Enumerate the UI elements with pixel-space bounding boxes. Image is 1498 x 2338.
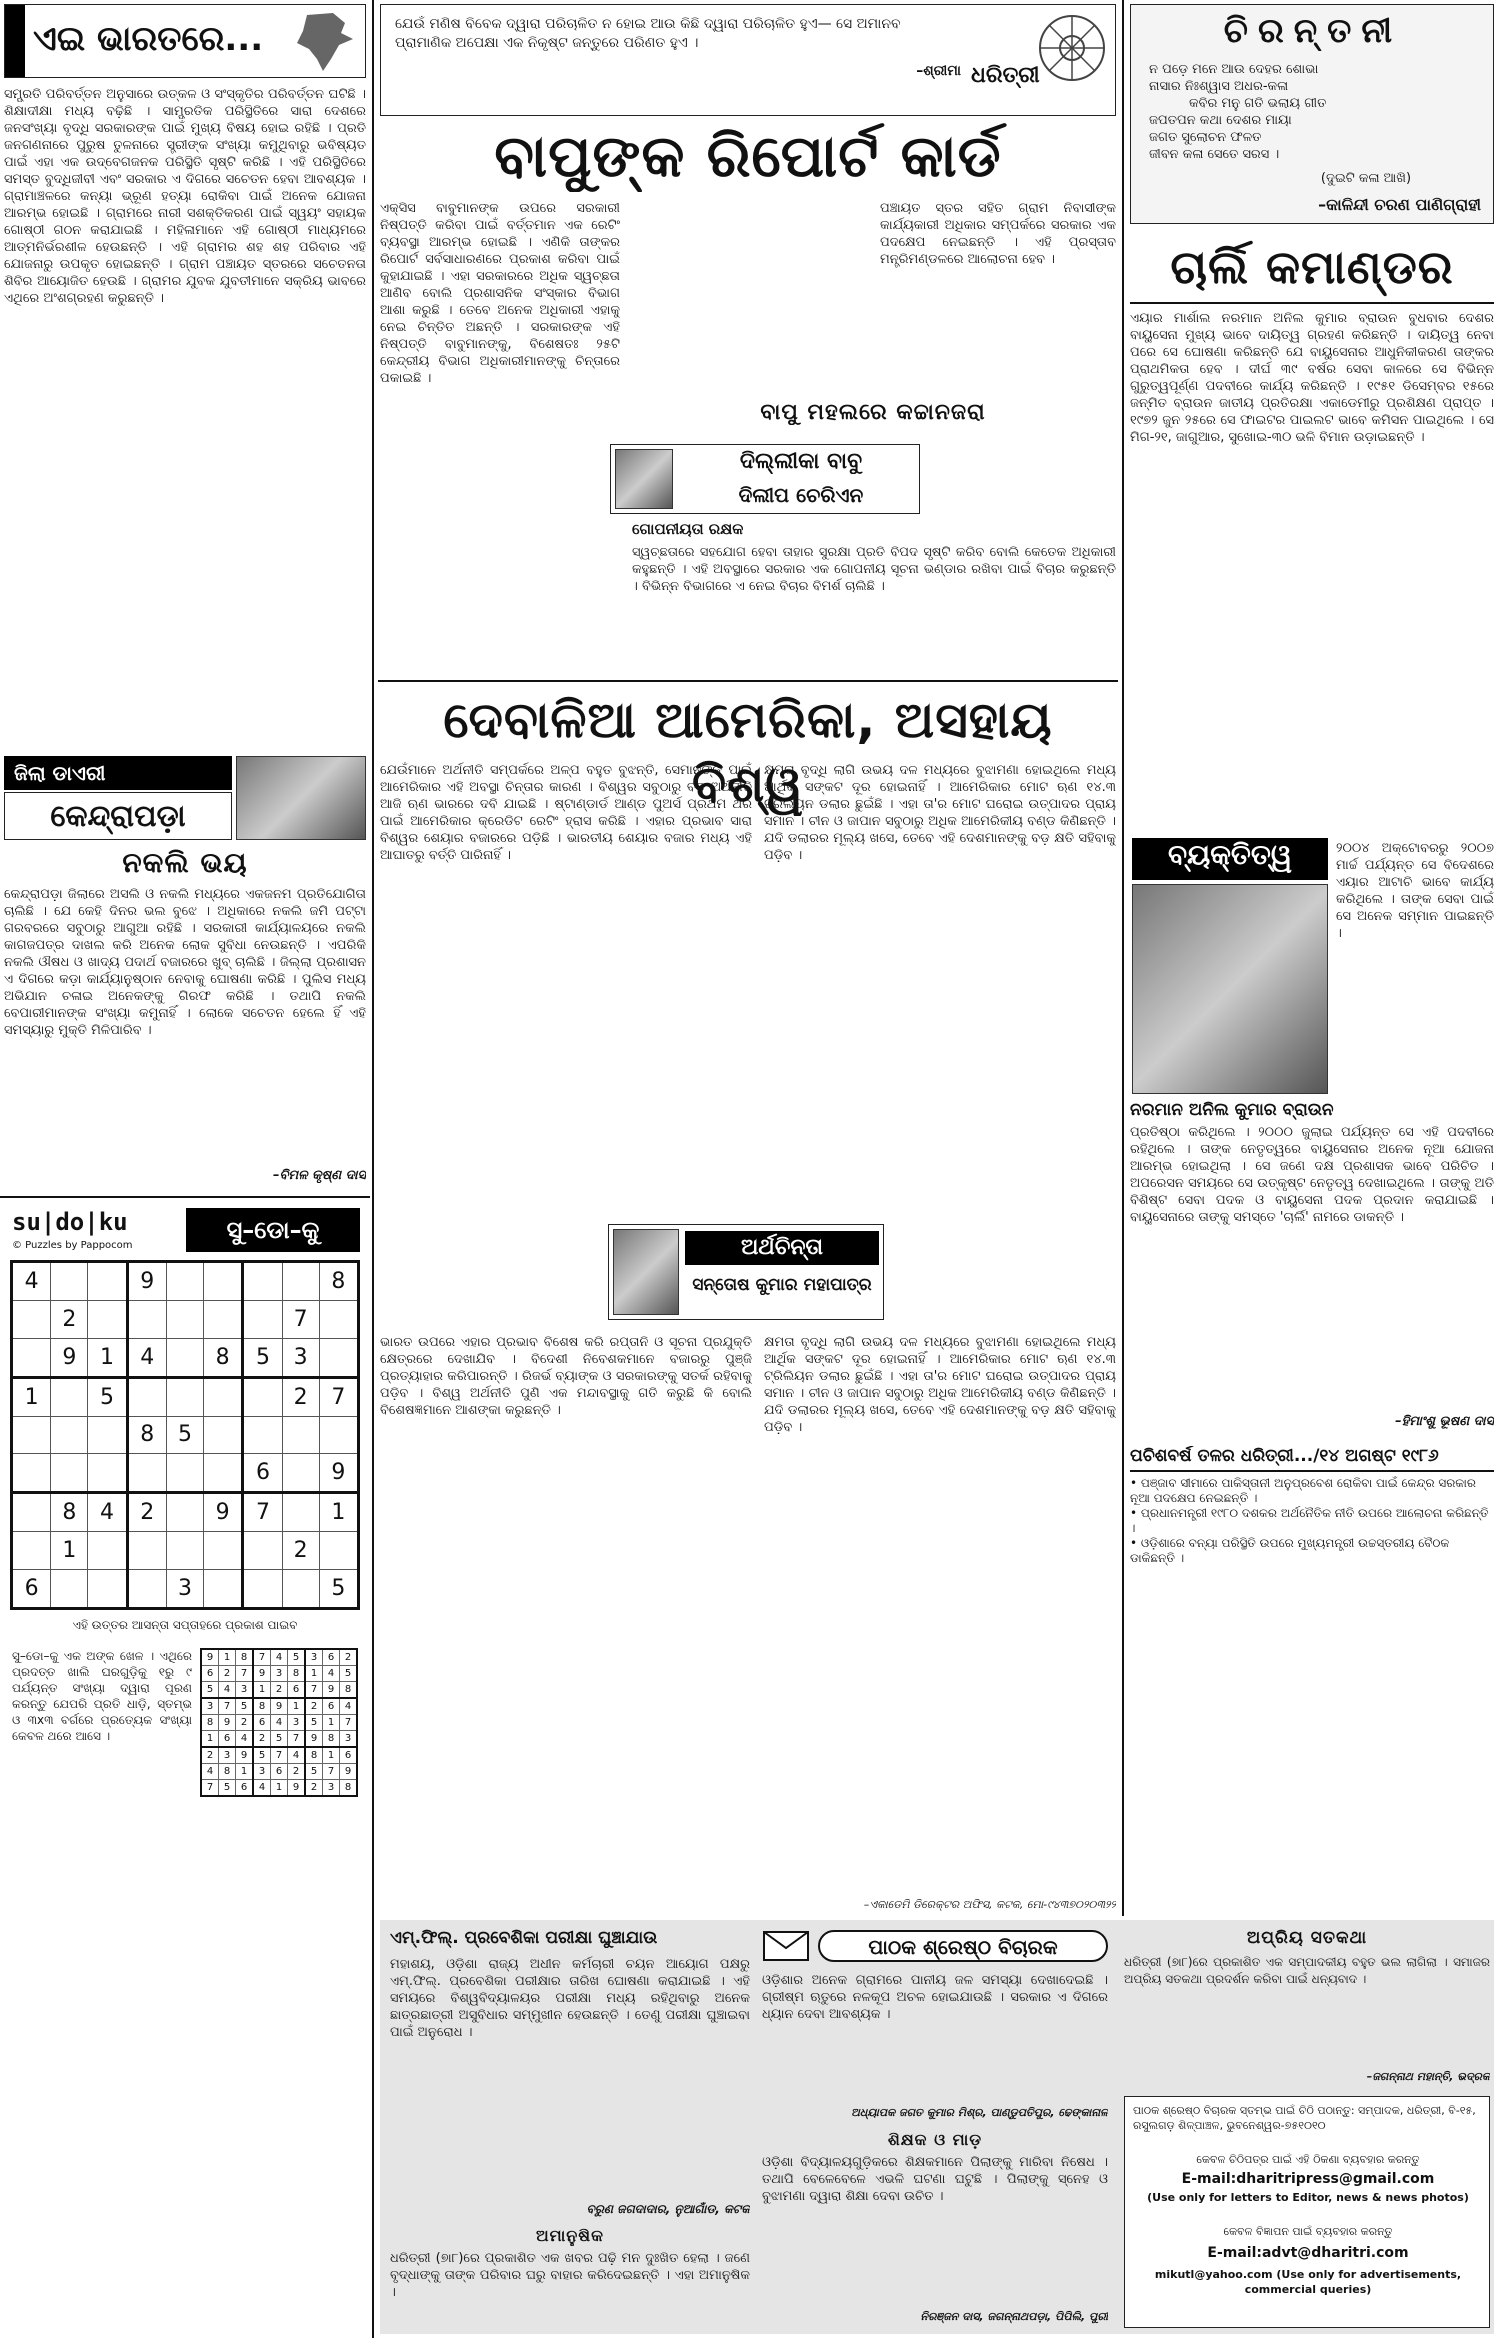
sudoku-title: ସୁ–ଡୋ–କୁ [186, 1208, 360, 1252]
chirantani-title: ଚିରନ୍ତନୀ [1223, 11, 1403, 51]
solution-cell: 2 [305, 1780, 323, 1797]
sudoku-cell[interactable] [127, 1301, 166, 1339]
solution-cell: 7 [323, 1764, 340, 1780]
solution-cell: 8 [288, 1666, 306, 1682]
sudoku-cell[interactable] [243, 1532, 282, 1570]
bapu-col1: ଏକ୍ସିସ ବାବୁମାନଙ୍କ ଉପରେ ସରକାରୀ ନିଷ୍ପତ୍ତି କରିବା ପାଇଁ ବର୍ତ୍ତମାନ ଏକ ରେଟିଂ ବ୍ୟବସ୍ଥା ଆରମ୍ଭ ହୋଇଛି । ଏଣିକି ତାଙ୍କର ରିପୋର୍ଟ ସର୍ବସାଧାରଣରେ ପ୍ରକାଶ କରିବା ପାଇଁ କୁହାଯାଇଛି । ଏହା ସରକାରରେ ଅଧିକ ସ୍ୱଚ୍ଛତା ଆଣିବ ବୋଲି ପ୍ରଶାସନିକ ସଂସ୍କାର ବିଭାଗ ଆଶା କରୁଛି । ତେବେ ଅନେକ ଅଧିକାରୀ ଏହାକୁ ନେଇ ଚିନ୍ତିତ ଅଛନ୍ତି । ସରକାରଙ୍କ ଏହି ନିଷ୍ପତ୍ତି ବାବୁମାନଙ୍କୁ, ବିଶେଷତଃ ୨୫ଟି କେନ୍ଦ୍ରୀୟ ବିଭାଗ ଅଧିକାରୀମାନଙ୍କୁ ଚିନ୍ତାରେ ପକାଇଛି । [380, 201, 620, 386]
solution-cell: 7 [340, 1715, 358, 1731]
charlie-body: ଏୟାର ମାର୍ଶାଲ ନରମାନ ଅନିଲ କୁମାର ବ୍ରାଉନ ବୁଧବାର ଦେଶର ବାୟୁସେନା ମୁଖ୍ୟ ଭାବେ ଦାୟିତ୍ୱ ଗ୍ରହଣ କରିଛନ୍ତି । ଦାୟିତ୍ୱ ନେବା ପରେ ସେ ଘୋଷଣା କରିଛନ୍ତି ଯେ ବାୟୁସେନାର ଆଧୁନିକୀକରଣ ତାଙ୍କର ପ୍ରାଥମିକତା ହେବ । ଦୀର୍ଘ ୩୯ ବର୍ଷର ସେବା କାଳରେ ସେ ବିଭିନ୍ନ ଗୁରୁତ୍ୱପୂର୍ଣ୍ଣ ପଦବୀରେ କାର୍ଯ୍ୟ କରିଛନ୍ତି । ୧୯୫୧ ଡିସେମ୍ବର ୧୫ରେ ଜନ୍ମିତ ବ୍ରାଉନ ଜାତୀୟ ପ୍ରତିରକ୍ଷା ଏକାଡେମୀରୁ ପ୍ରଶିକ୍ଷଣ ପ୍ରାପ୍ତ । ୧୯୭୨ ଜୁନ ୨୫ରେ ସେ ଫାଇଟର ପାଇଲଟ ଭାବେ କମିସନ ପାଇଥିଲେ । ସେ ମିଗ-୨୧, ଜାଗୁଆର, ସୁଖୋଇ-୩୦ ଭଳି ବିମାନ ଉଡ଼ାଇଛନ୍ତି । [1130, 311, 1494, 445]
sudoku-cell[interactable] [204, 1262, 243, 1301]
ei-bharatare-title [4, 4, 366, 78]
sudoku-cell[interactable]: 8 [319, 1262, 358, 1301]
panchisa-box [1130, 1446, 1494, 1566]
debalia-headline: ଦେବାଳିଆ ଆମେରିକା, ଅସହାୟ ବିଶ୍ୱ [443, 691, 1053, 813]
solution-cell: 5 [219, 1780, 236, 1797]
chirantani-box [1130, 4, 1494, 224]
arthachinta-author: ସନ୍ତୋଷ କୁମାର ମହାପାତ୍ର [692, 1275, 872, 1295]
sudoku-cell[interactable] [51, 1569, 88, 1608]
amanushika-body: ଧରିତ୍ରୀ (୭ା୮)ରେ ପ୍ରକାଶିତ ଏକ ଖବର ପଢ଼ି ମନ ଦୁଃଖିତ ହେଲା । ଜଣେ ବୃଦ୍ଧାଙ୍କୁ ତାଙ୍କ ପରିବାର ଘରୁ ବାହାର କରିଦେଇଛନ୍ତି । ଏହା ଅମାନୁଷିକ । [390, 2251, 750, 2300]
email2[interactable]: E-mail:advt@dharitri.com [1207, 2245, 1409, 2261]
sudoku-cell[interactable] [166, 1301, 203, 1339]
zilla-diary-label: ଜିଲା ଡାଏରୀ [4, 756, 232, 790]
solution-cell: 4 [271, 1715, 288, 1731]
sudoku-cell[interactable] [12, 1532, 51, 1570]
solution-cell: 2 [305, 1698, 323, 1715]
paper-logo: ଧରିତ୍ରୀ [971, 63, 1040, 88]
charlie-headline: ଚାର୍ଲି କମାଣ୍ଡର [1130, 232, 1494, 304]
email2-intro: କେବଳ ବିଜ୍ଞାପନ ପାଇଁ ବ୍ୟବହାର କରନ୍ତୁ [1223, 2225, 1393, 2238]
letters-section [380, 1920, 1494, 2334]
solution-cell: 1 [271, 1780, 288, 1797]
sudoku-credit: © Puzzles by Pappocom [12, 1240, 133, 1251]
solution-cell: 1 [219, 1649, 236, 1666]
sudoku-cell[interactable]: 4 [12, 1262, 51, 1301]
sudoku-answer-note: ଏହି ଉତ୍ତର ଆସନ୍ତା ସପ୍ତାହରେ ପ୍ରକାଶ ପାଇବ [72, 1618, 298, 1632]
poem-line: ନ ପଡ଼େ ମନେ ଆଉ ଦେହର ଶୋଭା [1149, 62, 1319, 77]
sudoku-cell[interactable]: 8 [204, 1338, 243, 1377]
charlie-photo-caption: ନରମାନ ଅନିଲ କୁମାର ବ୍ରାଉନ [1130, 1100, 1334, 1120]
debalia-col2: କ୍ଷମତା ବୃଦ୍ଧି ଲାଗି ଉଭୟ ଦଳ ମଧ୍ୟରେ ବୁଝାମଣା ହୋଇଥିଲେ ମଧ୍ୟ ଆର୍ଥିକ ସଙ୍କଟ ଦୂର ହୋଇନାହିଁ । ଆମେରିକାର ମୋଟ ଋଣ ୧୪.୩ ଟ୍ରିଲିୟନ ଡଲାର ଛୁଇଁଛି । ଏହା ତା'ର ମୋଟ ଘରୋଇ ଉତ୍ପାଦର ପ୍ରାୟ ସମାନ । ଚୀନ ଓ ଜାପାନ ସବୁଠାରୁ ଅଧିକ ଆମେରିକୀୟ ବଣ୍ଡ କିଣିଛନ୍ତି । ଯଦି ଡଲାରର ମୂଲ୍ୟ ଖସେ, ତେବେ ଏହି ଦେଶମାନଙ୍କୁ ବଡ଼ କ୍ଷତି ସହିବାକୁ ପଡ଼ିବ । [764, 763, 1116, 863]
debalia-col2-lower: କ୍ଷମତା ବୃଦ୍ଧି ଲାଗି ଉଭୟ ଦଳ ମଧ୍ୟରେ ବୁଝାମଣା ହୋଇଥିଲେ ମଧ୍ୟ ଆର୍ଥିକ ସଙ୍କଟ ଦୂର ହୋଇନାହିଁ । ଆମେରିକାର ମୋଟ ଋଣ ୧୪.୩ ଟ୍ରିଲିୟନ ଡଲାର ଛୁଇଁଛି । ଏହା ତା'ର ମୋଟ ଘରୋଇ ଉତ୍ପାଦର ପ୍ରାୟ ସମାନ । ଚୀନ ଓ ଜାପାନ ସବୁଠାରୁ ଅଧିକ ଆମେରିକୀୟ ବଣ୍ଡ କିଣିଛନ୍ତି । ଯଦି ଡଲାରର ମୂଲ୍ୟ ଖସେ, ତେବେ ଏହି ଦେଶମାନଙ୍କୁ ବଡ଼ କ୍ଷତି ସହିବାକୁ ପଡ଼ିବ । [764, 1335, 1116, 1435]
solution-cell: 4 [253, 1780, 271, 1797]
solution-cell: 6 [253, 1715, 271, 1731]
sudoku-cell[interactable]: 2 [282, 1377, 319, 1416]
pathaka-body: ଓଡ଼ିଶାର ଅନେକ ଗ୍ରାମରେ ପାନୀୟ ଜଳ ସମସ୍ୟା ଦେଖାଦେଇଛି । ଗ୍ରୀଷ୍ମ ଋତୁରେ ନଳକୂପ ଅଚଳ ହୋଇଯାଉଛି । ସରକାର ଏ ଦିଗରେ ଧ୍ୟାନ ଦେବା ଆବଶ୍ୟକ । [762, 1973, 1108, 2022]
sudoku-cell[interactable] [243, 1416, 282, 1454]
solution-cell: 5 [201, 1682, 219, 1699]
solution-cell: 9 [305, 1731, 323, 1748]
sudoku-cell[interactable]: 9 [319, 1454, 358, 1493]
solution-cell: 3 [288, 1715, 306, 1731]
solution-cell: 9 [340, 1764, 358, 1780]
solution-cell: 1 [201, 1731, 219, 1748]
temple-photo [236, 756, 366, 840]
sudoku-section [4, 1202, 366, 2334]
solution-cell: 6 [201, 1666, 219, 1682]
chirantani-source: (ଦୁଇଟି କଳା ଆଖି) [1320, 171, 1412, 186]
mphil-author: ବରୁଣ ଜଗଦାଦାର, ନୁଆଗାଁଡ, କଟକ [586, 2202, 750, 2216]
sudoku-cell[interactable] [88, 1262, 127, 1301]
sudoku-cell[interactable] [12, 1493, 51, 1532]
address-note: ପାଠକ ଶ୍ରେଷ୍ଠ ବିଚାରକ ସ୍ତମ୍ଭ ପାଇଁ ଚିଠି ପଠାନ୍ତୁ: ସମ୍ପାଦକ, ଧରିତ୍ରୀ, ବି-୧୫, ରସୁଲଗଡ଼ ଶିଳ୍ପାଞ୍ଚଳ, ଭୁବନେଶ୍ୱର-୭୫୧୦୧୦ [1133, 2104, 1476, 2132]
bapu-sub-head: ବାପୁ ମହଲରେ କଚ୍ଚାନଜରା [760, 400, 986, 425]
sudoku-cell[interactable]: 5 [319, 1569, 358, 1608]
solution-cell: 5 [236, 1698, 254, 1715]
panchisa-item: • ପ୍ରଧାନମନ୍ତ୍ରୀ ୧୯୮୦ ଦଶକର ଅର୍ଥନୈତିକ ନୀତି ଉପରେ ଆଲୋଚନା କରିଛନ୍ତି । [1130, 1506, 1489, 1535]
sudoku-cell[interactable] [319, 1338, 358, 1377]
solution-cell: 8 [340, 1682, 358, 1699]
solution-cell: 9 [201, 1649, 219, 1666]
sudoku-cell[interactable] [88, 1532, 127, 1570]
solution-cell: 5 [271, 1731, 288, 1748]
sudoku-cell[interactable] [204, 1532, 243, 1570]
bapu-author-box [610, 444, 920, 514]
sudoku-cell[interactable] [204, 1416, 243, 1454]
sudoku-cell[interactable]: 1 [12, 1377, 51, 1416]
email3[interactable]: mikutl@yahoo.com (Use only for advertisements, commercial queries) [1154, 2268, 1462, 2296]
sudoku-cell[interactable]: 5 [166, 1416, 203, 1454]
apriya-author: –ଜଗନ୍ନାଥ ମହାନ୍ତି, ଭଦ୍ରକ [1366, 2070, 1490, 2083]
panchisa-items [1130, 1476, 1494, 1566]
solution-cell: 8 [323, 1731, 340, 1748]
india-map-icon [287, 9, 359, 75]
sudoku-brand: su|do|ku [12, 1208, 128, 1236]
sudoku-cell[interactable] [88, 1569, 127, 1608]
panchisa-title: ପଚିଶବର୍ଷ ତଳର ଧରିତ୍ରୀ.../୧୪ ଅଗଷ୍ଟ ୧୯୮୬ [1130, 1446, 1494, 1472]
debalia-col1: ଯେଉଁମାନେ ଅର୍ଥନୀତି ସମ୍ପର୍କରେ ଅଳ୍ପ ବହୁତ ବୁଝନ୍ତି, ସେମାନଙ୍କ ପାଇଁ ଆମେରିକାର ଏହି ଅବସ୍ଥା ଚିନ୍ତାର କାରଣ । ବିଶ୍ୱର ସବୁଠାରୁ ବଡ଼ ଅର୍ଥନୀତି ଆଜି ଋଣ ଭାରରେ ଦବି ଯାଇଛି । ଷ୍ଟାଣ୍ଡାର୍ଡ ଆଣ୍ଡ ପୁଅର୍ସ ପ୍ରଥମ ଥର ପାଇଁ ଆମେରିକାର କ୍ରେଡିଟ ରେଟିଂ ହ୍ରାସ କରିଛି । ଏହାର ପ୍ରଭାବ ସାରା ବିଶ୍ୱର ଶେୟାର ବଜାରରେ ପଡ଼ିଛି । ଭାରତୀୟ ଶେୟାର ବଜାର ମଧ୍ୟ ଏହି ଆଘାତରୁ ବର୍ତ୍ତି ପାରିନାହିଁ । [380, 763, 752, 863]
solution-cell: 1 [288, 1698, 306, 1715]
solution-cell: 3 [323, 1780, 340, 1797]
zilla-headline: ନକଲି ଭୟ [122, 846, 248, 879]
solution-cell: 5 [340, 1666, 358, 1682]
zilla-district: କେନ୍ଦ୍ରାପଡ଼ା [4, 792, 232, 840]
sudoku-cell[interactable]: 7 [282, 1301, 319, 1339]
ei-bharatare-title-text: ଏଇ ଭାରତରେ... [33, 19, 264, 59]
sudoku-cell[interactable] [243, 1377, 282, 1416]
charlie-side-text: ୨୦୦୪ ଅକ୍ଟୋବରରୁ ୨୦୦୭ ମାର୍ଚ୍ଚ ପର୍ଯ୍ୟନ୍ତ ସେ ବିଦେଶରେ ଏୟାର ଆଟାଚି ଭାବେ କାର୍ଯ୍ୟ କରିଥିଲେ । ତାଙ୍କ ସେବା ପାଇଁ ସେ ଅନେକ ସମ୍ମାନ ପାଇଛନ୍ତି । [1336, 841, 1494, 941]
sudoku-cell[interactable] [204, 1377, 243, 1416]
poem-line: ଜୀବନ କଳା ସେତେ ସରସ । [1149, 147, 1280, 162]
sudoku-cell[interactable] [166, 1532, 203, 1570]
sudoku-cell[interactable] [204, 1454, 243, 1493]
sudoku-prev-solution [200, 1648, 358, 1797]
solution-cell: 3 [305, 1649, 323, 1666]
solution-cell: 9 [271, 1698, 288, 1715]
pathaka-title-box [762, 1926, 1108, 1966]
wheel-icon [1037, 13, 1107, 83]
sudoku-cell[interactable] [51, 1262, 88, 1301]
solution-cell: 5 [305, 1715, 323, 1731]
solution-cell: 7 [219, 1698, 236, 1715]
sikshaka-author: ନିରଞ୍ଜନ ଦାସ, ଜଗନ୍ନାଥପଡ଼ା, ପିପିଲି, ପୁରୀ [920, 2310, 1108, 2323]
sudoku-cell[interactable] [51, 1454, 88, 1493]
sudoku-cell[interactable] [282, 1454, 319, 1493]
solution-cell: 2 [219, 1666, 236, 1682]
poem-line: ଜଗତ ସୁଲୋଚନ ଫଳତ [1149, 130, 1262, 145]
sudoku-cell[interactable]: 2 [282, 1532, 319, 1570]
solution-cell: 1 [323, 1747, 340, 1764]
solution-cell: 6 [271, 1764, 288, 1780]
sudoku-cell[interactable] [127, 1569, 166, 1608]
sudoku-cell[interactable] [88, 1416, 127, 1454]
sudoku-cell[interactable] [127, 1377, 166, 1416]
solution-cell: 5 [253, 1747, 271, 1764]
solution-cell: 3 [219, 1747, 236, 1764]
sudoku-cell[interactable] [166, 1454, 203, 1493]
charlie-author: –ହିମାଂଶୁ ଭୂଷଣ ଦାସ [1395, 1414, 1494, 1429]
sudoku-grid [10, 1260, 360, 1610]
solution-cell: 3 [340, 1731, 358, 1748]
sudoku-cell[interactable] [282, 1262, 319, 1301]
sudoku-cell[interactable] [12, 1338, 51, 1377]
debalia-col1-lower: ଭାରତ ଉପରେ ଏହାର ପ୍ରଭାବ ବିଶେଷ କରି ରପ୍ତାନି ଓ ସୂଚନା ପ୍ରଯୁକ୍ତି କ୍ଷେତ୍ରରେ ଦେଖାଯିବ । ବିଦେଶୀ ନିବେଶକମାନେ ବଜାରରୁ ପୁଞ୍ଜି ପ୍ରତ୍ୟାହାର କରିପାରନ୍ତି । ରିଜର୍ଭ ବ୍ୟାଙ୍କ ଓ ସରକାରଙ୍କୁ ସତର୍କ ରହିବାକୁ ପଡ଼ିବ । ବିଶ୍ୱ ଅର୍ଥନୀତି ପୁଣି ଏକ ମନ୍ଦାବସ୍ଥାକୁ ଗତି କରୁଛି କି ବୋଲି ବିଶେଷଜ୍ଞମାନେ ଆଶଙ୍କା କରୁଛନ୍ତି । [380, 1335, 752, 1418]
mphil-headline: ଏମ୍.ଫିଲ୍. ପ୍ରବେଶିକା ପରୀକ୍ଷା ଘୁଞ୍ଚାଯାଉ [390, 1928, 658, 1948]
pathaka-title: ପାଠକ ଶ୍ରେଷ୍ଠ ବିଚାରକ [818, 1930, 1108, 1962]
arthachinta-box [608, 1224, 884, 1320]
sudoku-cell[interactable] [88, 1301, 127, 1339]
solution-cell: 2 [236, 1715, 254, 1731]
solution-cell: 7 [288, 1731, 306, 1748]
apriya-headline: ଅପ୍ରିୟ ସତକଥା [1246, 1928, 1368, 1948]
panchisa-item: • ପଞ୍ଜାବ ସୀମାରେ ପାକିସ୍ତାନୀ ଅନୁପ୍ରବେଶ ରୋକିବା ପାଇଁ କେନ୍ଦ୍ର ସରକାର ନୂଆ ପଦକ୍ଷେପ ନେଇଛନ୍ତି । [1130, 1476, 1476, 1505]
amanushika-headline: ଅମାନୁଷିକ [536, 2226, 604, 2245]
quote-text: ଯେଉଁ ମଣିଷ ବିବେକ ଦ୍ୱାରା ପରିଚାଳିତ ନ ହୋଇ ଆଉ କିଛି ଦ୍ୱାରା ପରିଚାଳିତ ହୁଏ— ସେ ଅମାନବ ପ୍ରାମାଣିକ ଅପେକ୍ଷା ଏକ ନିକୃଷ୍ଟ ଜନ୍ତୁରେ ପରିଣତ ହୁଏ । [395, 16, 901, 51]
solution-cell: 8 [219, 1764, 236, 1780]
sudoku-cell[interactable] [12, 1416, 51, 1454]
charlie-article [1130, 232, 1494, 1442]
sudoku-cell[interactable] [166, 1377, 203, 1416]
sudoku-cell[interactable]: 3 [282, 1338, 319, 1377]
solution-cell: 7 [236, 1666, 254, 1682]
sudoku-instructions: ସୁ–ଡୋ–କୁ ଏକ ଅଙ୍କ ଖେଳ । ଏଥିରେ ପ୍ରଦତ୍ତ ଖାଲି ଘରଗୁଡ଼ିକୁ ୧ରୁ ୯ ପର୍ଯ୍ୟନ୍ତ ସଂଖ୍ୟା ଦ୍ୱାରା ପୂରଣ କରନ୍ତୁ ଯେପରି ପ୍ରତି ଧାଡ଼ି, ସ୍ତମ୍ଭ ଓ ୩x୩ ବର୍ଗରେ ପ୍ରତ୍ୟେକ ସଂଖ୍ୟା କେବଳ ଥରେ ଆସେ । [12, 1649, 192, 1743]
solution-cell: 8 [236, 1649, 254, 1666]
chirantani-author: –କାଳିନ୍ଦୀ ଚରଣ ପାଣିଗ୍ରାହୀ [1318, 195, 1481, 214]
solution-cell: 4 [271, 1649, 288, 1666]
sudoku-cell[interactable] [166, 1262, 203, 1301]
address-box [1124, 2096, 1490, 2328]
sudoku-cell[interactable]: 2 [51, 1301, 88, 1339]
solution-cell: 9 [236, 1747, 254, 1764]
solution-cell: 4 [219, 1682, 236, 1699]
poem-line: ନାସାର ନିଃଶ୍ୱାସ ଅଧର-କଳା [1149, 79, 1289, 94]
solution-cell: 1 [253, 1682, 271, 1699]
solution-cell: 6 [323, 1649, 340, 1666]
solution-cell: 2 [271, 1682, 288, 1699]
sudoku-cell[interactable]: 8 [127, 1416, 166, 1454]
solution-cell: 2 [253, 1731, 271, 1748]
bapu-caption: ଗୋପନୀୟତା ରକ୍ଷକ [632, 520, 744, 538]
bapu-author-photo [615, 449, 673, 509]
envelope-icon [762, 1930, 810, 1962]
zilla-body: କେନ୍ଦ୍ରାପଡ଼ା ଜିଲାରେ ଅସଲି ଓ ନକଲି ମଧ୍ୟରେ ଏକଜନମ ପ୍ରତିଯୋଗିତା ଚାଲିଛି । ଯେ କେହି ଦିନର ଭଲ ବୁଝେ । ଅଧିକାରେ ନକଲି ଜମି ପଟ୍ଟା ଗରବରରେ ସବୁଠାରୁ ଆଗୁଆ ରହିଛି । ସରକାରୀ କାର୍ଯ୍ୟାଳୟରେ ନକଲି କାଗଜପତ୍ର ଦାଖଲ କରି ଅନେକ ଲୋକ ସୁବିଧା ନେଉଛନ୍ତି । ଏପରିକି ନକଲି ଔଷଧ ଓ ଖାଦ୍ୟ ପଦାର୍ଥ ବଜାରରେ ଖୁବ୍ ଚାଲିଛି । ଜିଲ୍ଲା ପ୍ରଶାସନ ଏ ଦିଗରେ କଡ଼ା କାର୍ଯ୍ୟାନୁଷ୍ଠାନ ନେବାକୁ ଘୋଷଣା କରିଛି । ପୁଲିସ ମଧ୍ୟ ଅଭିଯାନ ଚଳାଇ ଅନେକଙ୍କୁ ଗିରଫ କରିଛି । ତଥାପି ନକଲି ବେପାରୀମାନଙ୍କ ସଂଖ୍ୟା କମୁନାହିଁ । ଲୋକେ ସଚେତନ ହେଲେ ହିଁ ଏହି ସମସ୍ୟାରୁ ମୁକ୍ତି ମିଳିପାରିବ । [4, 887, 366, 1038]
bapu-headline: ବାପୁଙ୍କ ରିପୋର୍ଟ କାର୍ଡ [494, 122, 1002, 190]
email1-intro: କେବଳ ଚିଠିପତ୍ର ପାଇଁ ଏହି ଠିକଣା ବ୍ୟବହାର କରନ୍ତୁ [1196, 2153, 1420, 2166]
sudoku-cell[interactable]: 9 [204, 1493, 243, 1532]
solution-cell: 3 [253, 1764, 271, 1780]
zilla-diary [4, 756, 366, 1196]
sudoku-cell[interactable]: 9 [127, 1262, 166, 1301]
sudoku-cell[interactable] [166, 1338, 203, 1377]
solution-cell: 4 [340, 1698, 358, 1715]
sudoku-cell[interactable] [282, 1416, 319, 1454]
sudoku-cell[interactable] [204, 1569, 243, 1608]
sudoku-cell[interactable]: 2 [127, 1493, 166, 1532]
solution-cell: 6 [219, 1731, 236, 1748]
sudoku-cell[interactable]: 4 [88, 1493, 127, 1532]
solution-cell: 1 [323, 1715, 340, 1731]
sudoku-cell[interactable]: 1 [88, 1338, 127, 1377]
bapu-column-name: ଦିଲ୍ଲୀକା ବାବୁ [739, 449, 863, 474]
sudoku-cell[interactable]: 7 [243, 1493, 282, 1532]
sudoku-cell[interactable]: 6 [12, 1569, 51, 1608]
solution-cell: 9 [323, 1682, 340, 1699]
solution-cell: 3 [271, 1666, 288, 1682]
solution-cell: 6 [288, 1682, 306, 1699]
solution-cell: 8 [305, 1747, 323, 1764]
charlie-body2: ପ୍ରତିଷ୍ଠା କରିଥିଲେ । ୨୦୦୦ ଜୁଲାଇ ପର୍ଯ୍ୟନ୍ତ ସେ ଏହି ପଦବୀରେ ରହିଥିଲେ । ତାଙ୍କ ନେତୃତ୍ୱରେ ବାୟୁସେନାର ଅନେକ ନୂଆ ଯୋଜନା ଆରମ୍ଭ ହୋଇଥିଲା । ସେ ଜଣେ ଦକ୍ଷ ପ୍ରଶାସକ ଭାବେ ପରିଚିତ । ଅପରେସନ ସମୟରେ ସେ ଉତ୍କୃଷ୍ଟ ନେତୃତ୍ୱ ଦେଖାଇଥିଲେ । ତାଙ୍କୁ ଅତି ବିଶିଷ୍ଟ ସେବା ପଦକ ଓ ବାୟୁସେନା ପଦକ ପ୍ରଦାନ କରାଯାଇଛି । ବାୟୁସେନାରେ ତାଙ୍କୁ ସମସ୍ତେ 'ଚାର୍ଲି' ନାମରେ ଡାକନ୍ତି । [1130, 1125, 1494, 1225]
sudoku-cell[interactable] [243, 1301, 282, 1339]
debalia-article [380, 684, 1116, 1916]
poem-line: ଜପତପନ କଥା ଦେଶର ମାୟା [1149, 113, 1292, 128]
sudoku-cell[interactable]: 5 [243, 1338, 282, 1377]
sudoku-cell[interactable] [51, 1416, 88, 1454]
email1-note: (Use only for letters to Editor, news & news photos) [1147, 2191, 1469, 2204]
sudoku-cell[interactable]: 4 [127, 1338, 166, 1377]
bapu-col2-lower: ସ୍ୱଚ୍ଛତାରେ ସହଯୋଗ ହେବା ତାହାର ସୁରକ୍ଷା ପ୍ରତି ବିପଦ ସୃଷ୍ଟି କରିବ ବୋଲି କେତେକ ଅଧିକାରୀ କହୁଛନ୍ତି । ଏହି ଅବସ୍ଥାରେ ସରକାର ଏକ ଗୋପନୀୟ ସୂଚନା ଭଣ୍ଡାର ରଖିବା ପାଇଁ ବିଚାର କରୁଛନ୍ତି । ବିଭିନ୍ନ ବିଭାଗରେ ଏ ନେଇ ବିଚାର ବିମର୍ଶ ଚାଲିଛି । [632, 545, 1116, 594]
sudoku-cell[interactable]: 6 [243, 1454, 282, 1493]
arthachinta-photo [613, 1229, 679, 1315]
solution-cell: 6 [323, 1698, 340, 1715]
sudoku-cell[interactable] [282, 1493, 319, 1532]
sudoku-cell[interactable]: 7 [319, 1377, 358, 1416]
solution-cell: 3 [201, 1698, 219, 1715]
solution-cell: 7 [253, 1649, 271, 1666]
pathaka-author: ଅଧ୍ୟାପକ ଜଗତ କୁମାର ମିଶ୍ର, ପାଣ୍ଡୁପତିପୁର, ଢେଙ୍କାନାଳ [851, 2106, 1108, 2119]
solution-cell: 9 [219, 1715, 236, 1731]
sikshaka-body: ଓଡ଼ିଶା ବିଦ୍ୟାଳୟଗୁଡ଼ିକରେ ଶିକ୍ଷକମାନେ ପିଲାଙ୍କୁ ମାରିବା ନିଷେଧ । ତଥାପି ବେଳେବେଳେ ଏଭଳି ଘଟଣା ଘଟୁଛି । ପିଲାଙ୍କୁ ସ୍ନେହ ଓ ବୁଝାମଣା ଦ୍ୱାରା ଶିକ୍ଷା ଦେବା ଉଚିତ । [762, 2155, 1108, 2204]
sudoku-cell[interactable]: 1 [51, 1532, 88, 1570]
solution-cell: 8 [253, 1698, 271, 1715]
sudoku-cell[interactable] [319, 1301, 358, 1339]
bapu-col3: ପଞ୍ଚାୟତ ସ୍ତର ସହିତ ଗ୍ରାମ ନିବାସୀଙ୍କ କାର୍ଯ୍ୟକାରୀ ଅଧିକାର ସମ୍ପର୍କରେ ସରକାର ଏକ ପଦକ୍ଷେପ ନେଇଛନ୍ତି । ଏହି ପ୍ରସ୍ତାବ ମନ୍ତ୍ରିମଣ୍ଡଳରେ ଆଲୋଚନା ହେବ । [880, 201, 1116, 267]
ei-bharatare-body: ସମ୍ପ୍ରତି ପରିବର୍ତ୍ତନ ଅନୁସାରେ ଉତ୍କଳ ଓ ସଂସ୍କୃତିର ପରିବର୍ତ୍ତନ ଘଟିଛି । ଶିକ୍ଷାଦୀକ୍ଷା ମଧ୍ୟ ବଢ଼ିଛି । ସାମ୍ପ୍ରତିକ ପରିସ୍ଥିତିରେ ସାରା ଦେଶରେ ଜନସଂଖ୍ୟା ବୃଦ୍ଧି ସରକାରଙ୍କ ପାଇଁ ମୁଖ୍ୟ ବିଷୟ ହୋଇ ରହିଛି । ପ୍ରତି ଜନଗଣନାରେ ପୁରୁଷ ତୁଳନାରେ ସ୍ତ୍ରୀଙ୍କ ସଂଖ୍ୟା କମୁଥିବାରୁ ଭବିଷ୍ୟତ ପାଇଁ ଏହା ଏକ ଉଦ୍ବେଗଜନକ ପରିସ୍ଥିତି ସୃଷ୍ଟି କରିଛି । ଏହି ପରିସ୍ଥିତିରେ ସମସ୍ତ ବୁଦ୍ଧିଜୀବୀ ଏବଂ ସରକାର ଏ ଦିଗରେ ସଚେତନ ହେବା ଆବଶ୍ୟକ । ଗ୍ରାମାଞ୍ଚଳରେ କନ୍ୟା ଭ୍ରୂଣ ହତ୍ୟା ରୋକିବା ପାଇଁ ଅନେକ ଯୋଜନା ଆରମ୍ଭ ହୋଇଛି । ଗ୍ରାମରେ ନାରୀ ସଶକ୍ତିକରଣ ପାଇଁ ସ୍ୱୟଂ ସହାୟକ ଗୋଷ୍ଠୀ ଗଠନ କରାଯାଇଛି । ମହିଳାମାନେ ଏହି ଗୋଷ୍ଠୀ ମାଧ୍ୟମରେ ଆତ୍ମନିର୍ଭରଶୀଳ ହେଉଛନ୍ତି । ଏହି ଗ୍ରାମର ଶହ ଶହ ପରିବାର ଏହି ଯୋଜନାରୁ ଉପକୃତ ହୋଇଛନ୍ତି । ଗ୍ରାମ ପଞ୍ଚାୟତ ସ୍ତରରେ ସଚେତନତା ଶିବିର ଆୟୋଜିତ ହେଉଛି । ଗ୍ରାମର ଯୁବକ ଯୁବତୀମାନେ ସକ୍ରିୟ ଭାବରେ ଏଥିରେ ଅଂଶଗ୍ରହଣ କରୁଛନ୍ତି । [4, 87, 366, 306]
charlie-photo [1132, 884, 1328, 1094]
solution-cell: 8 [340, 1780, 358, 1797]
solution-cell: 4 [323, 1666, 340, 1682]
solution-cell: 4 [201, 1764, 219, 1780]
solution-cell: 3 [236, 1682, 254, 1699]
sudoku-cell[interactable] [12, 1454, 51, 1493]
sudoku-cell[interactable] [243, 1569, 282, 1608]
solution-cell: 4 [288, 1747, 306, 1764]
sudoku-cell[interactable] [319, 1532, 358, 1570]
sudoku-cell[interactable]: 8 [51, 1493, 88, 1532]
quote-author: –ଶ୍ରୀମା [916, 63, 961, 79]
apriya-body: ଧରିତ୍ରୀ (୭ା୮)ରେ ପ୍ରକାଶିତ ଏକ ସମ୍ପାଦକୀୟ ବହୁତ ଭଲ ଲାଗିଲା । ସମାଜର ଅପ୍ରିୟ ସତକଥା ପ୍ରଦର୍ଶନ କରିବା ପାଇଁ ଧନ୍ୟବାଦ । [1124, 1955, 1490, 1986]
sudoku-cell[interactable] [319, 1416, 358, 1454]
solution-cell: 1 [305, 1666, 323, 1682]
chirantani-poem [1149, 61, 1479, 163]
solution-cell: 8 [201, 1715, 219, 1731]
debalia-footer: –ଏକାଡେମି ଡିରେକ୍ଟର ଅଫିସ, କଟକ, ମୋ-୯୪୩୭୦୨୦୩୨୨ [863, 1898, 1116, 1911]
solution-cell: 9 [253, 1666, 271, 1682]
bapu-article [380, 120, 1116, 680]
solution-cell: 7 [305, 1682, 323, 1699]
sudoku-cell[interactable] [204, 1301, 243, 1339]
panchisa-item: • ଓଡ଼ିଶାରେ ବନ୍ୟା ପରିସ୍ଥିତି ଉପରେ ମୁଖ୍ୟମନ୍ତ୍ରୀ ଉଚ୍ଚସ୍ତରୀୟ ବୈଠକ ଡାକିଛନ୍ତି । [1130, 1536, 1450, 1565]
solution-cell: 2 [340, 1649, 358, 1666]
solution-cell: 4 [236, 1731, 254, 1748]
sudoku-cell[interactable] [12, 1301, 51, 1339]
mphil-body: ମହାଶୟ, ଓଡ଼ିଶା ରାଜ୍ୟ ଅଧୀନ କର୍ମଚାରୀ ଚୟନ ଆୟୋଗ ପକ୍ଷରୁ ଏମ୍.ଫିଲ୍. ପ୍ରବେଶିକା ପରୀକ୍ଷାର ତାରିଖ ଘୋଷଣା କରାଯାଇଛି । ଏହି ସମୟରେ ବିଶ୍ୱବିଦ୍ୟାଳୟର ପରୀକ୍ଷା ମଧ୍ୟ ରହିଥିବାରୁ ଅନେକ ଛାତ୍ରଛାତ୍ରୀ ଅସୁବିଧାର ସମ୍ମୁଖୀନ ହେଉଛନ୍ତି । ତେଣୁ ପରୀକ୍ଷା ଘୁଞ୍ଚାଇବା ପାଇଁ ଅନୁରୋଧ । [390, 1957, 750, 2040]
arthachinta-label: ଅର୍ଥଚିନ୍ତା [685, 1231, 879, 1265]
solution-cell: 7 [201, 1780, 219, 1797]
solution-cell: 6 [340, 1747, 358, 1764]
sudoku-cell[interactable]: 1 [319, 1493, 358, 1532]
sudoku-cell[interactable]: 9 [51, 1338, 88, 1377]
solution-cell: 2 [201, 1747, 219, 1764]
sudoku-cell[interactable] [127, 1532, 166, 1570]
solution-cell: 6 [236, 1780, 254, 1797]
zilla-author: –ବିମଳ କୃଷ୍ଣ ଦାସ [273, 1168, 366, 1183]
solution-cell: 9 [288, 1780, 306, 1797]
sudoku-cell[interactable] [51, 1377, 88, 1416]
vyaktitwa-label: ବ୍ୟକ୍ତିତ୍ୱ [1132, 838, 1328, 880]
sudoku-cell[interactable]: 5 [88, 1377, 127, 1416]
sudoku-cell[interactable] [127, 1454, 166, 1493]
sudoku-cell[interactable] [243, 1262, 282, 1301]
sikshaka-headline: ଶିକ୍ଷକ ଓ ମାଡ଼ [887, 2130, 983, 2149]
poem-line: କବିର ମନୁ ଗତି ଭଲାୟ ଗୀତ [1189, 96, 1327, 111]
quote-box [380, 4, 1116, 116]
bapu-author-name: ଦିଲୀପ ଚେରିଏନ [738, 483, 864, 507]
sudoku-cell[interactable] [166, 1493, 203, 1532]
sudoku-cell[interactable]: 3 [166, 1569, 203, 1608]
sudoku-cell[interactable] [88, 1454, 127, 1493]
solution-cell: 1 [236, 1764, 254, 1780]
solution-cell: 2 [288, 1764, 306, 1780]
email1[interactable]: E-mail:dharitripress@gmail.com [1181, 2171, 1435, 2187]
sudoku-cell[interactable] [282, 1569, 319, 1608]
solution-cell: 5 [288, 1649, 306, 1666]
solution-cell: 5 [305, 1764, 323, 1780]
solution-cell: 7 [271, 1747, 288, 1764]
